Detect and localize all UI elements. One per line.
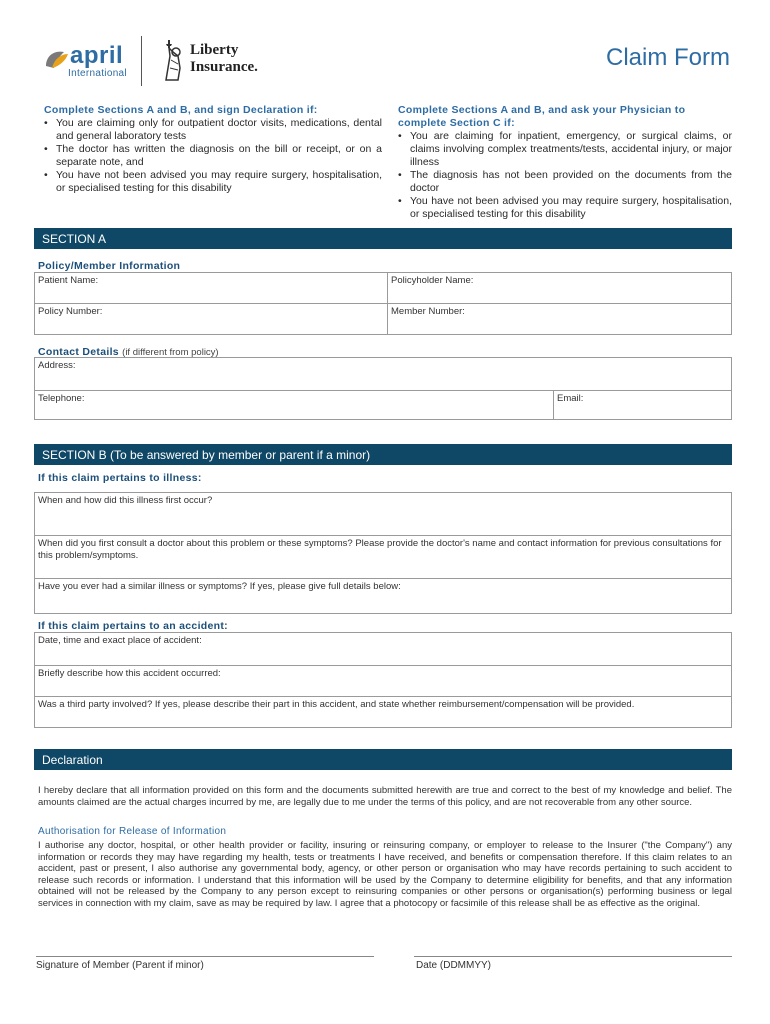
telephone-label: Telephone: [38,393,85,404]
accident-date-place-label: Date, time and exact place of accident: [38,635,202,646]
insurance-wordmark: Insurance. [190,59,258,75]
similar-illness-field[interactable] [34,578,732,614]
instructions-left-heading: Complete Sections A and B, and sign Declaration if: [44,104,318,116]
policy-number-field[interactable] [34,303,388,335]
liberty-wordmark: Liberty [190,42,239,58]
member-number-field[interactable] [387,303,732,335]
similar-illness-label: Have you ever had a similar illness or symptoms? If yes, please give full details below: [38,581,401,592]
signature-line[interactable] [36,956,374,957]
april-wordmark: april [70,42,124,69]
instruction-item: • The diagnosis has not been provided on the documents from the doctor [398,169,732,195]
authorisation-heading: Authorisation for Release of Information [38,826,227,837]
page-title: Claim Form [606,44,730,71]
policyholder-name-field[interactable] [387,272,732,304]
section-a-header: SECTION A [34,228,732,249]
instructions-left [44,104,382,195]
page-header [0,0,770,100]
first-consult-field[interactable] [34,535,732,579]
instructions-right-heading: Complete Sections A and B, and ask your Physician to complete Section C if: [398,104,686,129]
instruction-item: • You are claiming for inpatient, emergency, or surgical claims, or claims involving complex treatments/tests, accidental injury, or major illness [398,130,732,169]
authorisation-text: I authorise any doctor, hospital, or other health provider or facility, insuring or reinsuring company, or employer to release to the Insurer ("the Company") any information or records they may have regarding my health, tests or treatments I have received, and benefits or compensation therefore. If this claim relates to an accident, past or present, I also authorise any governmental body, agency, or other person or organisation who may have records pertaining to such accident to release such records or information. I understand that this information will be used by the Company to determine eligibility for benefits, and that any information obtained will not be released by the Company to any person except to reinsuring companies or other persons or organisation(s) performing business or legal services in connection with my claim, save as may be required by law. I agree that a photocopy or facsimile of this release shall be as effective as the original. [38,840,732,909]
policy-number-label: Policy Number: [38,306,103,317]
contact-details-title: Contact Details [38,346,119,358]
patient-name-field[interactable] [34,272,388,304]
declaration-header: Declaration [34,749,732,770]
third-party-field[interactable] [34,696,732,728]
patient-name-label: Patient Name: [38,275,99,286]
accident-date-place-field[interactable] [34,632,732,666]
accident-description-field[interactable] [34,665,732,697]
policyholder-name-label: Policyholder Name: [391,275,474,286]
policy-info-heading: Policy/Member Information [38,260,181,272]
logo-divider [141,36,142,86]
first-consult-label: When did you first consult a doctor about this problem or these symptoms? Please provide the doctor's name and contact information for previous consultations for this problem/symptoms. [38,538,722,561]
declaration-text: I hereby declare that all information provided on this form and the documents submitted herewith are true and correct to the best of my knowledge and belief. The amounts claimed are the actual charges incurred by me, are legally due to me under the terms of this policy, and are not recoverable from any other source. [38,785,732,808]
instruction-item: • You are claiming only for outpatient doctor visits, medications, dental and general laboratory tests [44,117,382,143]
instruction-item: • You have not been advised you may require surgery, hospitalisation, or specialised testing for this disability [398,195,732,221]
section-b-header: SECTION B (To be answered by member or parent if a minor) [34,444,732,465]
statue-of-liberty-icon [156,38,186,82]
contact-details-note: (if different from policy) [122,347,219,358]
third-party-label: Was a third party involved? If yes, please describe their part in this accident, and state whether reimbursement/compensation will be provided. [38,699,635,710]
instruction-item: • The doctor has written the diagnosis on the bill or receipt, or on a separate note, and [44,143,382,169]
date-label: Date (DDMMYY) [416,960,492,971]
illness-heading: If this claim pertains to illness: [38,472,202,484]
illness-first-occur-label: When and how did this illness first occur? [38,495,213,506]
date-line[interactable] [414,956,732,957]
address-field[interactable] [34,357,732,391]
illness-first-occur-field[interactable] [34,492,732,536]
accident-description-label: Briefly describe how this accident occurred: [38,668,221,679]
april-logo [42,42,138,82]
liberty-logo [156,38,276,82]
member-number-label: Member Number: [391,306,465,317]
instruction-item: • You have not been advised you may require surgery, hospitalisation, or specialised testing for this disability [44,169,382,195]
instructions-right [398,104,732,221]
email-field[interactable] [553,390,732,420]
email-label: Email: [557,393,584,404]
address-label: Address: [38,360,76,371]
signature-label: Signature of Member (Parent if minor) [36,960,204,971]
telephone-field[interactable] [34,390,554,420]
accident-heading: If this claim pertains to an accident: [38,620,228,632]
april-subtitle: International [68,68,127,79]
